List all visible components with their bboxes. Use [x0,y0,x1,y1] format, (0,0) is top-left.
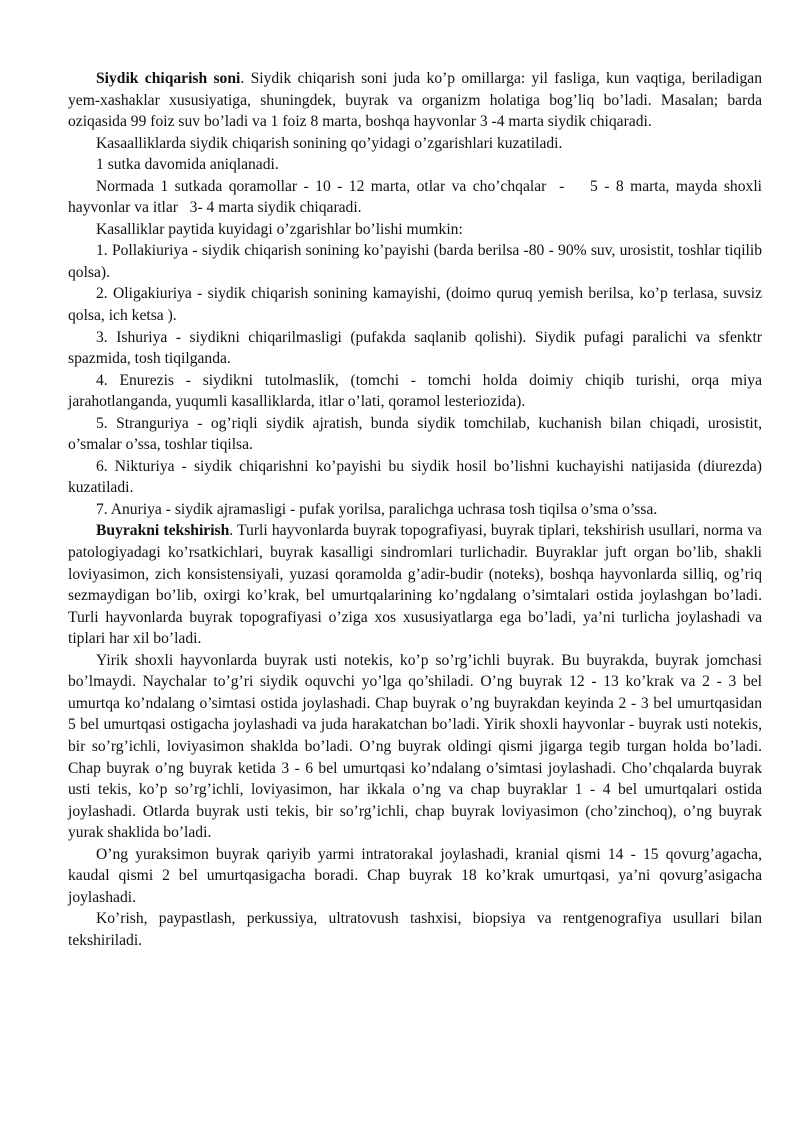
list-item [68,327,762,370]
heading-urination-frequency: Siydik chiqarish soni [96,70,241,87]
list-item-text: 6. Nikturiya - siydik chiqarishni ko’payishi bu siydik hosil bo’lishni kuchayishi natijasida (diurezda) kuzatiladi. [68,457,762,497]
list-item [68,283,762,326]
paragraph-urination-frequency [68,68,762,133]
paragraph-text: Normada 1 sutkada qoramollar - 10 - 12 marta, otlar va cho’chqalar - 5 - 8 marta, mayda shoxli hayvonlar va itlar 3- 4 marta siydik chiqaradi. [68,177,766,217]
list-item-text: 1. Pollakiuriya - siydik chiqarish sonining ko’payishi (barda berilsa -80 - 90% suv, urosistit, toshlar tiqilib qolsa). [68,242,762,281]
paragraph-text: Kasaalliklarda siydik chiqarish sonining qo’yidagi o’zgarishlari kuzatiladi. [96,134,563,152]
paragraph [68,650,762,844]
paragraph-kidney-examination [68,520,762,649]
paragraph-text: O’ng yuraksimon buyrak qariyib yarmi intratorakal joylashadi, kranial qismi 14 - 15 qovurg’agacha, kaudal qismi 2 bel umurtqasigacha boradi. Chap buyrak 18 ko’krak umurtqasi, ya’ni qovurg’asigacha joylashadi. [68,845,762,906]
paragraph [68,219,762,241]
heading-kidney-examination: Buyrakni tekshirish [96,522,230,540]
paragraph [68,844,762,909]
paragraph-text: . Turli hayvonlarda buyrak topografiyasi, buyrak tiplari, tekshirish usullari, norma va patologiyadagi ko’rsatkichlari, buyrak kasalligi sindromlari turlichadir. Buyraklar juft organ bo’lib, shakli loviyasimon, zich konsistensiyali, yuzasi qoramolda g’adir-budir (noteks), boshqa hayvonlarda silliq, og’riq sezmaydigan bo’lib, oxirgi ko’krak, bel umurtqalarining ko’ngdalang o’simtalari ostida joylashgan bo’ladi. Turli hayvonlarda buyrak topografiyasi o’ziga xos xususiyatlarga ega bo’ladi, ya’ni turlicha joylashadi va tiplari har xil bo’ladi. [68,522,762,648]
paragraph-text: . Siydik chiqarish soni juda ko’p omillarga: yil fasliga, kun vaqtiga, beriladigan yem-xashaklar xususiyatiga, shuningdek, buyrak va organizm holatiga bog’liq bo’ladi. Masalan; barda oziqasida 99 foiz suv bo’ladi va 1 foiz 8 marta, boshqa hayvonlar 3 -4 marta siydik chiqaradi. [68,70,762,131]
document-page [68,68,766,951]
list-item-text: 7. Anuriya - siydik ajramasligi - pufak yorilsa, paralichga uchrasa tosh tiqilsa o’sma o’ssa. [96,500,658,518]
paragraph-text: Ko’rish, paypastlash, perkussiya, ultratovush tashxisi, biopsiya va rentgenografiya usullari bilan tekshiriladi. [68,910,762,949]
paragraph-text: Yirik shoxli hayvonlarda buyrak usti notekis, ko’p so’rg’ichli buyrak. Bu buyrakda, buyrak jomchasi bo’lmaydi. Naychalar to’g’ri siydik oquvchi yo’lga qo’shiladi. O’ng buyrak 12 - 13 ko’krak va 2 - 3 bel umurtqa ko’ndalang o’simtasi ostida joylashadi. Chap buyrak o’ng buyrakdan keyinda 2 - 3 bel umurtqasidan 5 bel umurtqasi ostigacha joylashadi va juda harakatchan bo’ladi. Yirik shoxli hayvonlar - buyrak usti notekis, bir so’rg’ichli, loviyasimon shaklda bo’ladi. O’ng buyrak oldingi qismi jigarga tegib turgan holda bo’ladi. Chap buyrak o’ng buyrak ketida 3 - 6 bel umurtqasi ko’ndalang o’simtasi joylashadi. Cho’chqalarda buyrak usti tekis, ko’p so’rg’ichli, loviyasimon, har ikkala o’ng va chap buyraklar 1 - 4 bel umurtqalari ostida joylashadi. Otlarda buyrak usti tekis, bir so’rg’ichli, chap buyrak loviyasimon (cho’zinchoq), o’ng buyrak yurak shaklida bo’ladi. [68,651,762,842]
list-item-text: 4. Enurezis - siydikni tutolmaslik, (tomchi - tomchi holda doimiy chiqib turishi, orqa miya jarahotlanganda, yuqumli kasalliklarda, itlar o’lati, qoramol lesteriozida). [68,371,762,411]
paragraph [68,176,766,219]
paragraph-text: Kasalliklar paytida kuyidagi o’zgarishlar bo’lishi mumkin: [96,220,463,238]
list-item [68,370,762,413]
paragraph [68,133,762,155]
list-item-text: 2. Oligakiuriya - siydik chiqarish sonining kamayishi, (doimo quruq yemish berilsa, ko’p terlasa, suvsiz qolsa, ich ketsa ). [68,285,762,325]
paragraph [68,908,762,951]
list-item [68,499,762,521]
list-item [68,413,762,456]
list-item [68,456,762,499]
paragraph-text: 1 sutka davomida aniqlanadi. [96,156,279,174]
paragraph [68,154,762,176]
list-item-text: 5. Stranguriya - og’riqli siydik ajratish, bunda siydik tomchilab, kuchanish bilan chiqadi, urosistit, o’smalar o’ssa, toshlar tiqilsa. [68,414,762,454]
list-item-text: 3. Ishuriya - siydikni chiqarilmasligi (pufakda saqlanib qolishi). Siydik pufagi paralichi va sfenktr spazmida, tosh tiqilganda. [68,328,762,368]
list-item [68,240,762,283]
